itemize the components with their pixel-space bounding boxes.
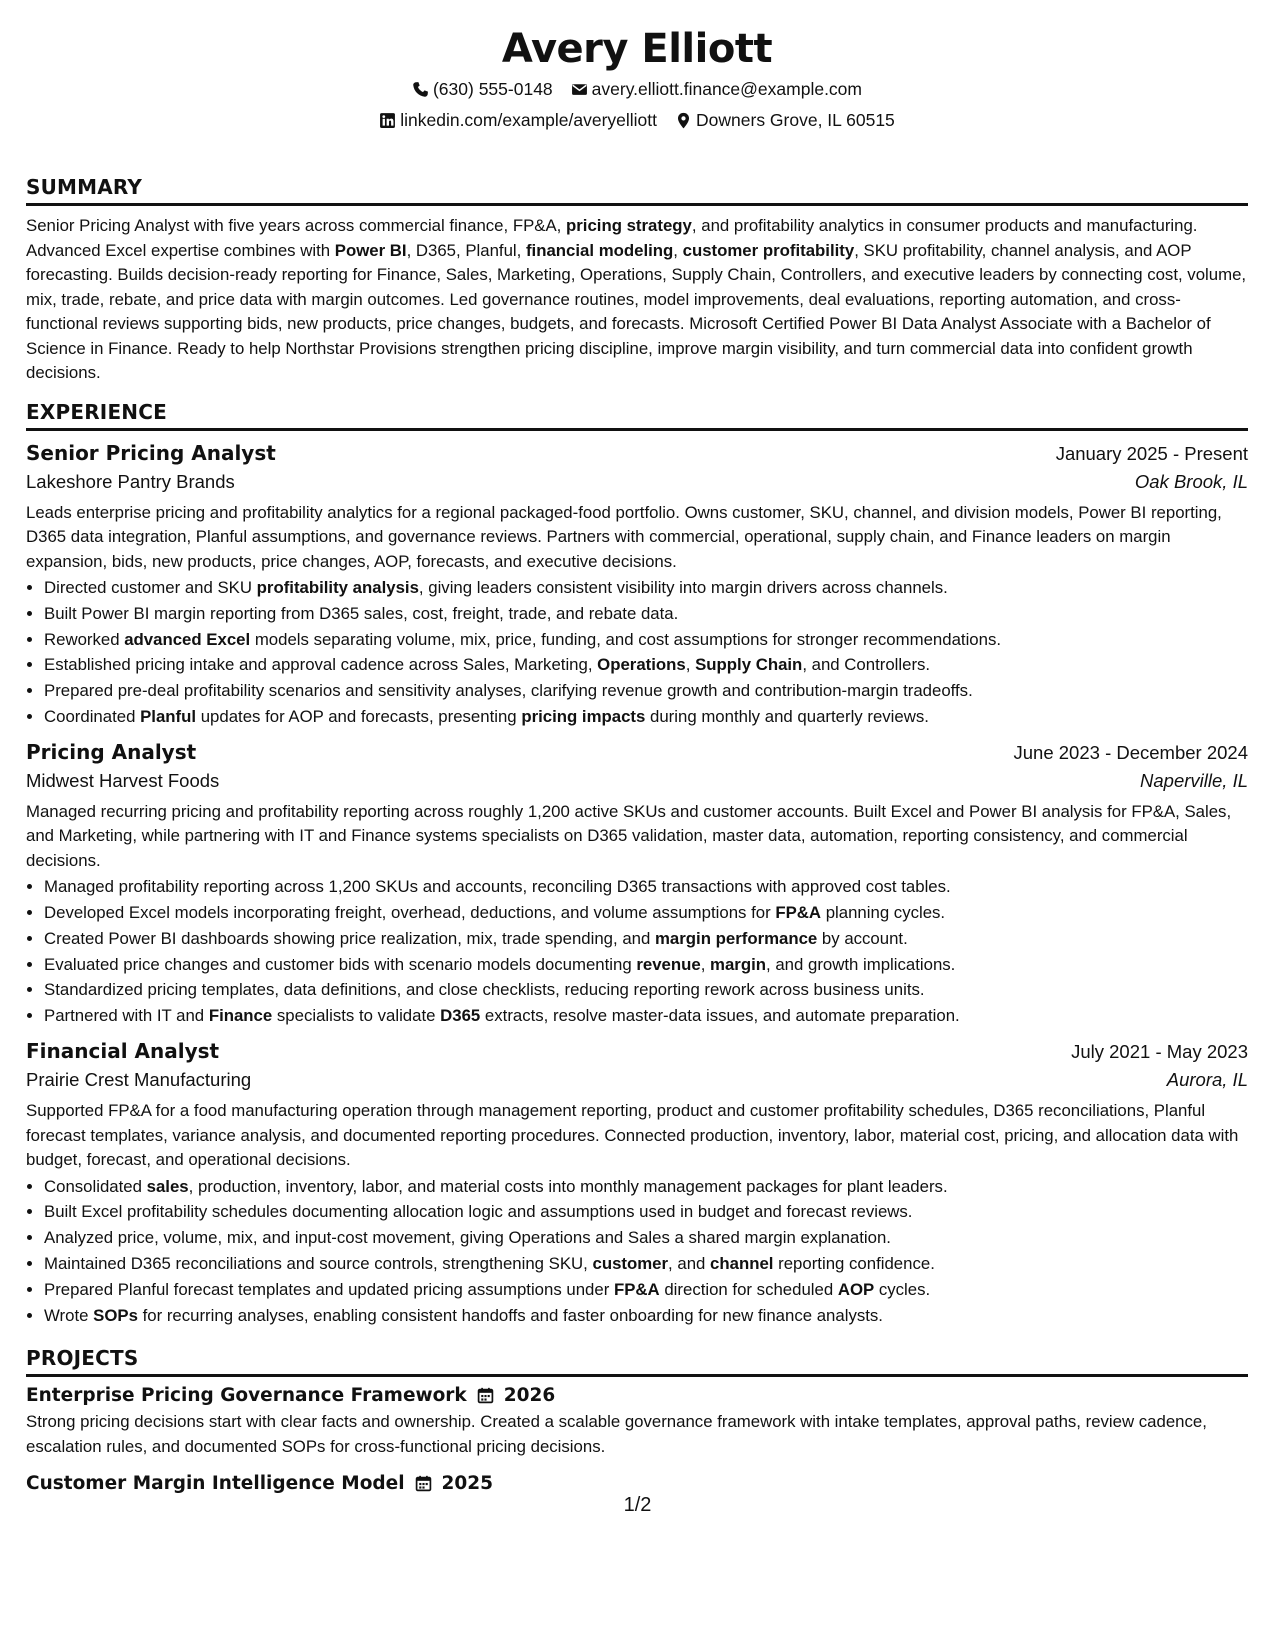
bold-keyword: FP&A xyxy=(775,903,822,923)
location-text: Downers Grove, IL 60515 xyxy=(696,110,895,130)
job-location: Naperville, IL xyxy=(1140,769,1248,791)
envelope-icon xyxy=(571,81,588,98)
text-run: Reworked xyxy=(44,629,125,649)
project-name: Enterprise Pricing Governance Framework xyxy=(26,1385,467,1407)
text-run: Built Excel profitability schedules documenting allocation logic and assumptions used in budget and forecast reviews. xyxy=(44,1202,913,1222)
bold-keyword: revenue xyxy=(636,954,701,974)
job-bullets xyxy=(26,874,1248,1029)
text-run: Prepared pre-deal profitability scenarios and sensitivity analyses, clarifying revenue growth and contribution-margin tradeoffs. xyxy=(44,681,973,701)
bullet-item xyxy=(44,1225,1248,1251)
contact-row-2 xyxy=(26,109,1248,131)
job-description: Leads enterprise pricing and profitability analytics for a regional packaged-food portfolio. Owns customer, SKU, channel, and division models, Power BI reporting, D365 data integration, Planful assumptions, and governance reviews. Partners with commercial, operational, supply chain, and Finance leaders on margin expansion, bids, new products, price changes, AOP, forecasts, and executive decisions. xyxy=(26,502,1222,571)
text-run: Created Power BI dashboards showing price realization, mix, trade spending, and xyxy=(44,928,655,948)
summary-text xyxy=(26,214,1248,386)
job-company-row xyxy=(26,1069,1248,1091)
projects-list xyxy=(26,1385,1248,1494)
text-run: Developed Excel models incorporating freight, overhead, deductions, and volume assumptions for xyxy=(44,903,776,923)
phone-text: (630) 555-0148 xyxy=(432,79,553,99)
job-dates: June 2023 - December 2024 xyxy=(1013,741,1248,763)
text-run: Evaluated price changes and customer bids with scenario models documenting xyxy=(44,954,637,974)
linkedin-icon xyxy=(379,112,396,129)
text-run: , and Controllers. xyxy=(802,655,931,675)
bold-keyword: profitability analysis xyxy=(256,578,419,597)
text-run: Established pricing intake and approval cadence across Sales, Marketing, xyxy=(44,655,598,675)
text-run: , and growth implications. xyxy=(766,954,956,974)
experience-heading: EXPERIENCE xyxy=(26,400,1248,431)
text-run: , xyxy=(700,954,711,974)
bold-keyword: advanced Excel xyxy=(124,629,251,649)
job-title: Pricing Analyst xyxy=(26,739,197,764)
project-title-row xyxy=(26,1473,1248,1494)
text-run: , D365, Planful, xyxy=(406,240,526,260)
bold-keyword: margin performance xyxy=(655,928,818,948)
project-entry xyxy=(26,1473,1248,1494)
text-run: , giving leaders consistent visibility into margin drivers across channels. xyxy=(418,578,948,597)
bullet-item xyxy=(44,926,1248,952)
text-run: extracts, resolve master-data issues, and automate preparation. xyxy=(480,1006,960,1026)
text-run: Managed profitability reporting across 1,200 SKUs and accounts, reconciling D365 transactions with approved cost tables. xyxy=(44,877,951,897)
bullet-item xyxy=(44,1174,1248,1200)
calendar-icon xyxy=(477,1387,494,1404)
bold-keyword: FP&A xyxy=(613,1279,660,1299)
job-title-row xyxy=(26,740,1248,764)
text-run: , and profitability analytics in consumer products and manufacturing. Advanced Excel expertise combines with xyxy=(26,216,1198,260)
contact-phone xyxy=(412,78,553,100)
job-bullets xyxy=(26,1174,1248,1329)
bold-keyword: Planful xyxy=(140,706,197,726)
bold-keyword: Finance xyxy=(208,1006,273,1026)
map-pin-icon xyxy=(675,112,692,129)
bold-keyword: D365 xyxy=(440,1006,481,1026)
bullet-item xyxy=(44,900,1248,926)
text-run: during monthly and quarterly reviews. xyxy=(645,706,929,726)
bold-keyword: channel xyxy=(710,1253,774,1273)
phone-icon xyxy=(412,81,429,98)
contact-linkedin xyxy=(379,109,657,131)
bullet-item xyxy=(44,952,1248,978)
text-run: Wrote xyxy=(44,1305,94,1325)
company-name: Midwest Harvest Foods xyxy=(26,769,220,791)
bullet-item xyxy=(44,1003,1248,1029)
bold-keyword: Supply Chain xyxy=(695,655,803,675)
project-name: Customer Margin Intelligence Model xyxy=(26,1473,405,1495)
bold-keyword: AOP xyxy=(837,1279,875,1299)
linkedin-text: linkedin.com/example/averyelliott xyxy=(400,110,658,130)
text-run: for recurring analyses, enabling consistent handoffs and faster onboarding for new finance analysts. xyxy=(137,1305,883,1325)
company-name: Prairie Crest Manufacturing xyxy=(26,1069,252,1091)
job-title: Senior Pricing Analyst xyxy=(26,440,276,465)
job-company-row xyxy=(26,770,1248,792)
company-name: Lakeshore Pantry Brands xyxy=(26,470,235,492)
text-run: Directed customer and SKU xyxy=(44,578,257,597)
calendar-icon xyxy=(415,1475,432,1492)
job-company-row xyxy=(26,471,1248,493)
job-dates: January 2025 - Present xyxy=(1055,442,1248,464)
email-text: avery.elliott.finance@example.com xyxy=(591,79,862,99)
project-year: 2026 xyxy=(503,1385,556,1407)
text-run: , xyxy=(673,240,683,260)
bullet-item xyxy=(44,1277,1248,1303)
job-bullets xyxy=(26,575,1248,730)
bold-keyword: customer profitability xyxy=(682,240,855,260)
job-entry xyxy=(26,441,1248,730)
text-run: , production, inventory, labor, and material costs into monthly management packages for plant leaders. xyxy=(188,1176,948,1196)
bold-keyword: financial modeling xyxy=(525,240,674,260)
project-description: Strong pricing decisions start with clear facts and ownership. Created a scalable governance framework with intake templates, approval paths, review cadence, escalation rules, and documented SOPs for cross-functional pricing decisions. xyxy=(26,1412,1207,1456)
text-run: planning cycles. xyxy=(821,903,946,923)
job-location: Oak Brook, IL xyxy=(1134,470,1248,492)
bold-keyword: margin xyxy=(710,954,766,974)
resume-page xyxy=(26,0,1248,1494)
experience-list xyxy=(26,441,1248,1329)
contact-row-1 xyxy=(26,78,1248,100)
contact-email xyxy=(571,78,862,100)
bold-keyword: Power BI xyxy=(334,240,407,260)
text-run: cycles. xyxy=(874,1279,931,1299)
bold-keyword: SOPs xyxy=(93,1305,138,1325)
text-run: Maintained D365 reconciliations and source controls, strengthening SKU, xyxy=(44,1253,593,1273)
text-run: Analyzed price, volume, mix, and input-cost movement, giving Operations and Sales a shared margin explanation. xyxy=(44,1228,891,1248)
text-run: specialists to validate xyxy=(272,1006,441,1026)
bullet-item xyxy=(44,1199,1248,1225)
bullet-item xyxy=(44,704,1248,730)
job-description: Supported FP&A for a food manufacturing operation through management reporting, product and customer profitability schedules, D365 reconciliations, Planful forecast templates, variance analysis, and documented reporting procedures. Connected production, inventory, labor, material cost, pricing, and allocation data with budget, forecast, and operational decisions. xyxy=(26,1101,1239,1170)
job-title-row xyxy=(26,1039,1248,1063)
text-run: , SKU profitability, channel analysis, and AOP forecasting. Builds decision-ready reporting for Finance, Sales, Marketing, Operations, Supply Chain, Controllers, and executive leaders by connecting cost, volume, mix, trade, rebate, and price data with margin outcomes. Led governance routines, model improvements, deal evaluations, reporting automation, and cross-functional reviews supporting bids, new products, price changes, budgets, and forecasts. Microsoft Certified Power BI Data Analyst Associate with a Bachelor of Science in Finance. Ready to help Northstar Provisions strengthen pricing discipline, improve margin visibility, and turn commercial data into confident growth decisions. xyxy=(26,240,1247,382)
bold-keyword: pricing strategy xyxy=(566,216,692,235)
projects-heading: PROJECTS xyxy=(26,1346,1248,1377)
bullet-item xyxy=(44,627,1248,653)
bullet-item xyxy=(44,678,1248,704)
bullet-item xyxy=(44,874,1248,900)
bold-keyword: customer xyxy=(592,1253,669,1273)
text-run: , and xyxy=(668,1253,711,1273)
job-description: Managed recurring pricing and profitability reporting across roughly 1,200 active SKUs and customer accounts. Built Excel and Power BI analysis for FP&A, Sales, and Marketing, while partnering with IT and Finance systems specialists on D365 validation, master data, automation, reporting consistency, and commercial decisions. xyxy=(26,801,1232,870)
text-run: Built Power BI margin reporting from D365 sales, cost, freight, trade, and rebate data. xyxy=(44,603,679,623)
text-run: Prepared Planful forecast templates and updated pricing assumptions under xyxy=(44,1279,614,1299)
job-entry xyxy=(26,1039,1248,1328)
text-run: Coordinated xyxy=(44,706,141,726)
text-run: Consolidated xyxy=(44,1176,147,1196)
bold-keyword: pricing impacts xyxy=(521,706,646,726)
page-number: 1/2 xyxy=(623,1494,652,1516)
job-dates: July 2021 - May 2023 xyxy=(1071,1041,1248,1063)
text-run: Standardized pricing templates, data definitions, and close checklists, reducing reporting rework across business units. xyxy=(44,980,925,1000)
bold-keyword: Operations xyxy=(597,655,686,675)
bullet-item xyxy=(44,1251,1248,1277)
project-title-row xyxy=(26,1385,1248,1406)
candidate-name: Avery Elliott xyxy=(501,26,773,72)
text-run: direction for scheduled xyxy=(659,1279,838,1299)
text-run: Partnered with IT and xyxy=(44,1006,209,1026)
job-title-row xyxy=(26,441,1248,465)
text-run: updates for AOP and forecasts, presenting xyxy=(196,706,522,726)
project-entry xyxy=(26,1385,1248,1459)
text-run: Senior Pricing Analyst with five years across commercial finance, FP&A, xyxy=(26,216,566,235)
contact-location xyxy=(675,109,895,131)
bullet-item xyxy=(44,575,1248,601)
project-year: 2025 xyxy=(441,1473,494,1495)
bullet-item xyxy=(44,652,1248,678)
job-title: Financial Analyst xyxy=(26,1039,220,1064)
text-run: models separating volume, mix, price, funding, and cost assumptions for stronger recommendations. xyxy=(250,629,1002,649)
text-run: by account. xyxy=(817,928,908,948)
bold-keyword: sales xyxy=(146,1176,189,1196)
text-run: , xyxy=(685,655,696,675)
bullet-item xyxy=(44,977,1248,1003)
text-run: reporting confidence. xyxy=(773,1253,935,1273)
job-location: Aurora, IL xyxy=(1166,1069,1248,1091)
bullet-item xyxy=(44,601,1248,627)
job-entry xyxy=(26,740,1248,1029)
bullet-item xyxy=(44,1303,1248,1329)
summary-heading: SUMMARY xyxy=(26,175,1248,206)
